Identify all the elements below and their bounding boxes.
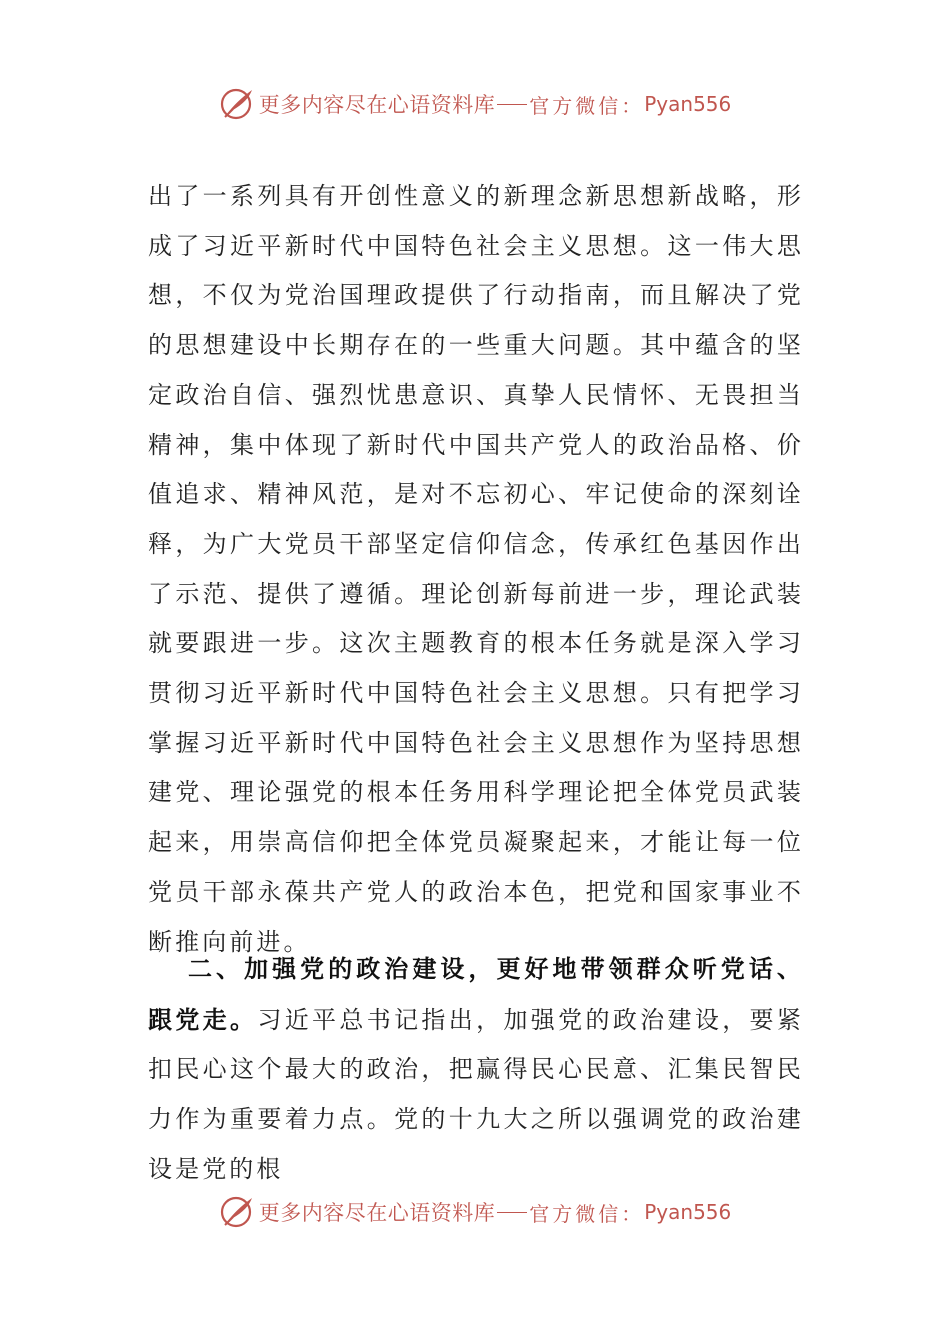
header-watermark-banner: [0, 84, 950, 124]
watermark-dash: [497, 104, 527, 105]
document-body: [148, 172, 804, 967]
watermark-main-text: 更多内容尽在心语资料库: [258, 93, 496, 117]
watermark-wechat-id: Pyan556: [644, 92, 732, 116]
watermark-main-text: 更多内容尽在心语资料库: [258, 1201, 496, 1225]
watermark-dash: [497, 1212, 527, 1213]
footer-watermark-banner: [0, 1192, 950, 1232]
watermark-label: 官方微信：: [529, 93, 645, 118]
paragraph-1: 出了一系列具有开创性意义的新理念新思想新战略，形成了习近平新时代中国特色社会主义思想。这一伟大思想，不仅为党治国理政提供了行动指南，而且解决了党的思想建设中长期存在的一些重大问题。其中蕴含的坚定政治自信、强烈忧患意识、真挚人民情怀、无畏担当精神，集中体现了新时代中国共产党人的政治品格、价值追求、精神风范，是对不忘初心、牢记使命的深刻诠释，为广大党员干部坚定信仰信念，传承红色基因作出了示范、提供了遵循。理论创新每前进一步，理论武装就要跟进一步。这次主题教育的根本任务就是深入学习贯彻习近平新时代中国特色社会主义思想。只有把学习掌握习近平新时代中国特色社会主义思想作为坚持思想建党、理论强党的根本任务用科学理论把全体党员武装起来，用崇高信仰把全体党员凝聚起来，才能让每一位党员干部永葆共产党人的政治本色，把党和国家事业不断推向前进。: [148, 182, 804, 956]
paragraph-2-container: [148, 944, 804, 1195]
section-2: [148, 944, 804, 1195]
watermark-wechat-id: Pyan556: [644, 1200, 732, 1224]
section-2-heading: 二、加强党的政治建设，更好地带领群众听党话、跟党走。: [148, 954, 804, 1034]
quill-pen-logo-icon: [219, 86, 255, 122]
paragraph-2: 习近平总书记指出，加强党的政治建设，要紧扣民心这个最大的政治，把赢得民心民意、汇集民智民力作为重要着力点。党的十九大之所以强调党的政治建设是党的根: [148, 1005, 804, 1183]
watermark-label: 官方微信：: [529, 1201, 645, 1226]
quill-pen-logo-icon: [219, 1194, 255, 1230]
